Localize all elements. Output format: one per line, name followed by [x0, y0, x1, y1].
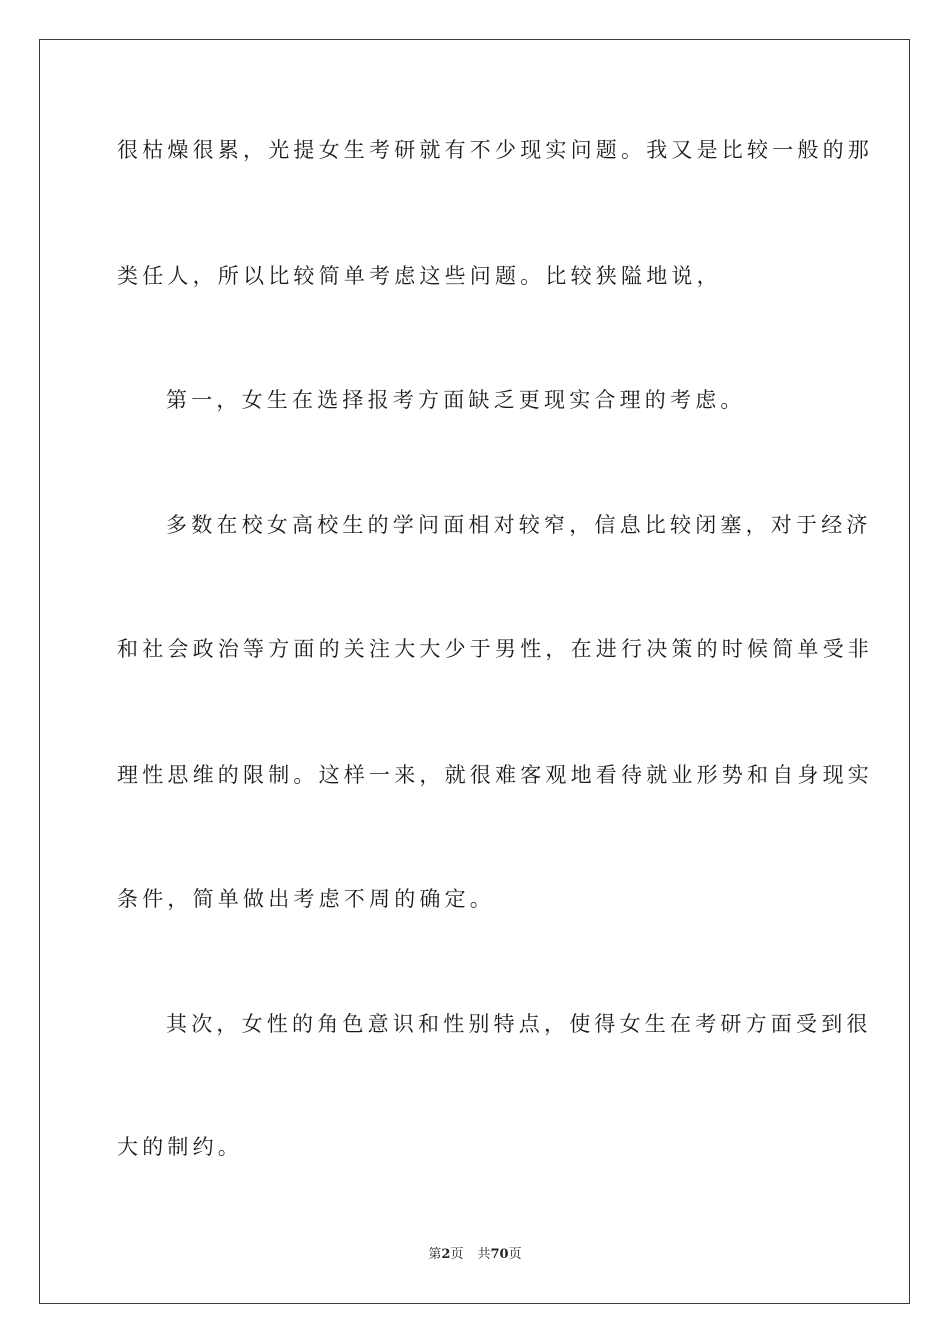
total-prefix: 共	[477, 1247, 491, 1262]
paragraph-line: 大的制约。	[117, 1135, 243, 1159]
paragraph-line: 其次，女性的角色意识和性别特点，使得女生在考研方面受到很	[166, 1012, 872, 1036]
paragraph-line: 多数在校女高校生的学问面相对较窄，信息比较闭塞，对于经济	[166, 513, 872, 537]
page-border	[39, 39, 910, 1304]
total-pages: 70	[490, 1247, 509, 1262]
total-suffix: 页	[508, 1247, 522, 1262]
paragraph-line: 类任人，所以比较简单考虑这些问题。比较狭隘地说，	[117, 264, 722, 288]
paragraph-line: 理性思维的限制。这样一来，就很难客观地看待就业形势和自身现实	[117, 763, 873, 787]
page-footer	[0, 1246, 950, 1264]
paragraph-line: 条件，简单做出考虑不周的确定。	[117, 887, 495, 911]
paragraph-line: 和社会政治等方面的关注大大少于男性，在进行决策的时候简单受非	[117, 637, 873, 661]
page-number: 2	[441, 1247, 451, 1262]
page-suffix: 页	[450, 1247, 464, 1262]
page-prefix: 第	[428, 1247, 442, 1262]
paragraph-line: 第一，女生在选择报考方面缺乏更现实合理的考虑。	[166, 388, 746, 412]
paragraph-line: 很枯燥很累，光提女生考研就有不少现实问题。我又是比较一般的那	[117, 138, 873, 162]
